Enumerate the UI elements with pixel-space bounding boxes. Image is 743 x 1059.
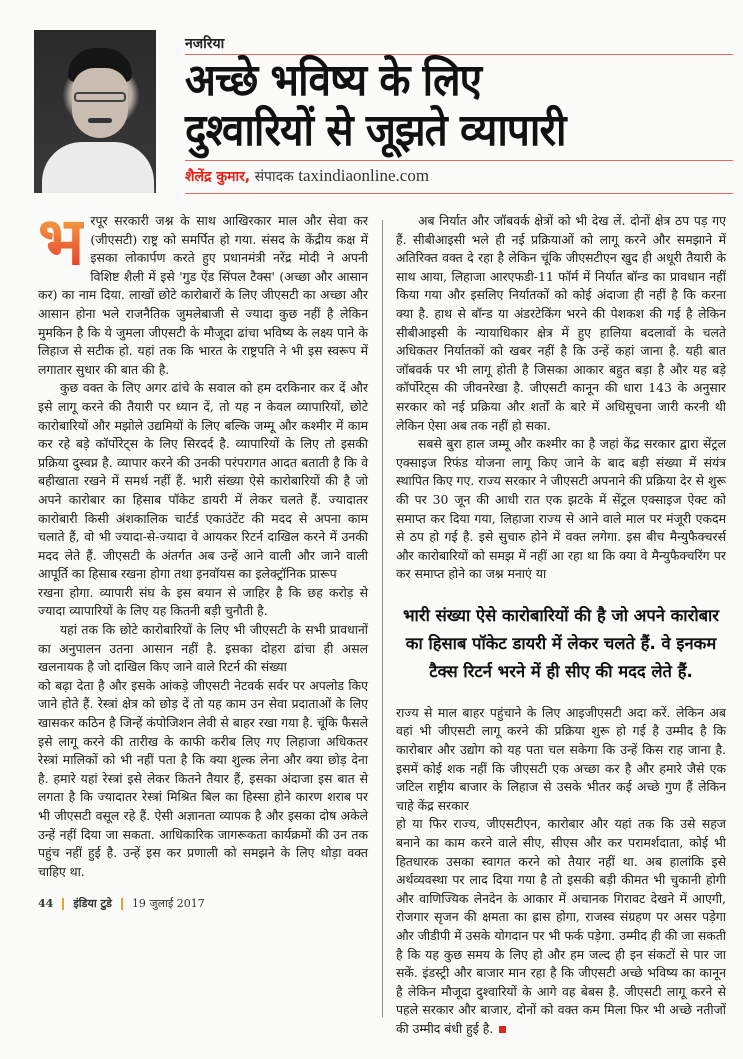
column-divider [382, 220, 383, 1017]
end-mark-icon [499, 1026, 506, 1033]
author-name: शैलेंद्र कुमार, [185, 169, 251, 185]
paragraph: हो या फिर राज्य, जीएसटीएन, कारोबार और यहां तक कि उसे सहज बनाने का काम करने वाले सीए, सीएस और कर परामर्शदाता, कोई भी हितधारक उसका स्वागत करने को तैयार नहीं था. अब हालांकि इसे अर्थव्यवस्था पर लाद दिया गया है तो इसकी बड़ी कीमत भी चुकानी होगी और वाणिज्यिक लेनदेन के आकार में अचानक गिरावट देखने में आएगी, रोजगार सृजन की क्षमता का ह्रास होगा, राजस्व संग्रहण पर असर पड़ेगा और जीडीपी में उसके योगदान पर भी फर्क पड़ेगा. उम्मीद ही की जा सकती है कि यह कुछ समय के लिए हो और हम जल्द ही इन संकटों से पार जा सकें. इंडस्ट्री और बाजार मान रहा है कि जीएसटी अच्छे भविष्य का कानून है लेकिन मौजूदा दुश्वारियों के आगे वह बेबस है. जीएसटी लागू करने से पहले सरकार और बाजार, दोनों को वक्त कम मिला फिर भी अच्छे नतीजों की उम्मीद बंधी हुई है. [396, 816, 726, 1036]
headline [185, 56, 566, 156]
paragraph: भ रपूर सरकारी जश्न के साथ आखिरकार माल और सेवा कर (जीएसटी) राष्ट्र को समर्पित हो गया. संसद के केंद्रीय कक्ष में इसका लोकार्पण करते हुए प्रधानमंत्री नरेंद्र मोदी ने अपनी विशिष्ट शैली में इसे 'गुड ऐंड सिंपल टैक्स' (अच्छा और आसान कर) का नाम दिया. लाखों छोटे कारोबारों के लिए जीएसटी का अच्छा और आसान होना भले राजनैतिक जुमलेबाजी से ज्यादा कुछ नहीं है लेकिन मुमकिन है कि ये जुमला जीएसटी के मौजूदा ढांचा भविष्य के लक्ष्य पाने के लिहाज से सटीक हो. यहां तक कि भारत के राष्ट्रपति ने भी इस स्वरूप में लगातार सुधार की बात की है. [38, 203, 368, 377]
byline [185, 166, 429, 186]
author-photo [34, 30, 156, 193]
right-column [396, 212, 726, 1039]
left-column [38, 203, 368, 914]
paragraph: अब निर्यात और जॉबवर्क क्षेत्रों को भी देख लें. दोनों क्षेत्र ठप पड़ गए हैं. सीबीआइसी भले ही नई प्रक्रियाओं को लागू करने और समझाने में अतिरिक्त वक्त दे रहा है लेकिन चूंकि जीएसटीएन खुद ही अधूरी तैयारी के साथ आया, लिहाजा आरएफडी-11 फॉर्म में निर्यात बॉन्ड का प्रावधान नहीं किया गया और इसलिए निर्यातकों को कोई अंदाजा ही नहीं है कि करना क्या है. हाथ से बॉन्ड या अंडरटेकिंग भरने की पेशकश की गई है लेकिन सीबीआइसी के न्यायाधिकार क्षेत्र में हुए हालिया बदलावों के चलते अधिकतर निर्यातकों को खबर नहीं है कि उन्हें कहां जाना है. यही बात जॉबवर्क पर भी लागू होती है जिसका आकार बहुत बड़ा है और यह बड़े कॉर्पोरेट्स की जीवनरेखा है. जीएसटी कानून की धारा 143 के अनुसार सरकार को नई प्रक्रिया और शर्तों के बारे में अधिसूचना जारी करनी थी लेकिन ऐसा अब तक नहीं हो सका. [396, 213, 726, 433]
headline-line-2: दुश्वारियों से जूझते व्यापारी [185, 105, 566, 156]
issue-date: 19 जुलाई 2017 [131, 897, 205, 911]
paragraph: सबसे बुरा हाल जम्मू और कश्मीर का है जहां केंद्र सरकार द्वारा सेंट्रल एक्साइज रिफंड योजना लागू किए जाने के बाद बड़ी संख्या में संयंत्र स्थापित किए गए. राज्य सरकार ने जीएसटी अपनाने की प्रक्रिया देर से शुरू की पर 30 जून की आधी रात एक झटके में सेंट्रल एक्साइज ऐक्ट को समाप्त कर दिया गया, लिहाजा राज्य से आने वाले माल पर मंजूरी एकदम से ठप हो गई है. इसे सुचारु होने में वक्त लगेगा. इस बीच मैन्युफैक्चरर्स और कारोबारियों को समझ में नहीं आ रहा था कि क्या वे मैन्युफैक्चरिंग पर कर समाप्त होने का जश्न मनाएं या [396, 436, 726, 582]
header-rule-middle [185, 160, 733, 161]
paragraph: राज्य से माल बाहर पहुंचाने के लिए आइजीएसटी अदा करें. लेकिन अब वहां भी जीएसटी लागू करने की प्रक्रिया शुरू हो गई है उम्मीद है कि कारोबार और उद्योग को यह पता चल सकेगा कि उन्हें किस राह जाना है. इसमें कोई शक नहीं कि जीएसटी एक अच्छा कर है और हमारे जैसे एक जटिल राष्ट्रीय बाजार के लिहाज से उसके भीतर कई अच्छे गुण हैं लेकिन चाहे केंद्र सरकार [396, 704, 726, 813]
magazine-name: इंडिया टुडे [73, 897, 112, 911]
headline-line-1: अच्छे भविष्य के लिए [185, 55, 482, 106]
paragraph: कुछ वक्त के लिए अगर ढांचे के सवाल को हम दरकिनार कर दें और इसे लागू करने की तैयारी पर ध्यान दें, तो यह न केवल व्यापारियों, छोटे कारोबारियों और मझोले उद्यमियों के लिए बल्कि जम्मू और कश्मीर में काम कर रहे बड़े कॉर्पोरेट्स के लिए सिरदर्द है. व्यापारियों के लिए तो इसकी प्रक्रिया दुस्वप्न है. व्यापार करने की उनकी परंपरागत आदत बताती है कि वे बहीखाता रखने में समर्थ नहीं हैं. भारी संख्या ऐसे कारोबारियों की है जो अपने कारोबार का हिसाब पॉकेट डायरी में लेकर चलते हैं. ज्यादातर कारोबारी किसी अंशकालिक चार्टर्ड एकाउंटेंट की मदद से अपना काम चलाते हैं, वो भी ज्यादा-से-ज्यादा वे आयकर रिटर्न दाखिल करने में उनकी मदद लेते हैं. जीएसटी के अंतर्गत अब उन्हें आने वाली और जाने वाली आपूर्ति का हिसाब रखना होगा तथा इनवॉयस का इलेक्ट्रॉनिक प्रारूप [38, 380, 368, 582]
dropcap: भ [38, 203, 85, 280]
section-label: नजरिया [185, 36, 225, 52]
paragraph: यहां तक कि छोटे कारोबारियों के लिए भी जीएसटी के सभी प्रावधानों का अनुपालन उतना आसान नहीं है. इसका दोहरा ढांचा ही असल खलनायक है जो दाखिल किए जाने वाले रिटर्न की संख्या [38, 622, 368, 675]
paragraph: रखना होगा. व्यापारी संघ के इस बयान से जाहिर है कि छह करोड़ से ज्यादा व्यापारियों के लिए यह कितनी बड़ी चुनौती है. [38, 584, 368, 619]
page-footer [38, 895, 368, 914]
pull-quote: भारी संख्या ऐसे कारोबारियों की है जो अपने कारोबार का हिसाब पॉकेट डायरी में लेकर चलते हैं. वे इनकम टैक्स रिटर्न भरने में ही सीए की मदद लेते हैं. [402, 605, 720, 681]
page-number: 44 [38, 897, 54, 911]
paragraph: को बढ़ा देता है और इसके आंकड़े जीएसटी नेटवर्क सर्वर पर अपलोड किए जाने होते हैं. रेस्त्रां क्षेत्र को छोड़ दें तो यह काम उन सेवा प्रदाताओं के लिए खासकर कठिन है जिन्हें कंपोजिशन लेवी से बाहर रखा गया है. चूंकि फैसले इसे लागू करने की तारीख के काफी करीब लिए गए लिहाजा अधिकतर रेस्त्रां मालिकों को भी नहीं पता है कि क्या शुल्क लेना और क्या छोड़ देना है. हमारे यहां रेस्त्रां इसे लेकर कितने तैयार हैं, इसका अंदाजा इस बात से लगता है कि ज्यादातर रेस्त्रां मिश्रित बिल का हिस्सा होने कारण शराब पर भी जीएसटी वसूल रहे हैं. ऐसी अज्ञानता व्यापक है और इसका दोष अकेले उन्हें नहीं दिया जा सकता. आधिकारिक जागरूकता कार्यक्रमों की उन तक पहुंच नहीं हुई है. उन्हें इस कर प्रणाली को समझने के लिए थोड़ा वक्त चाहिए था. [38, 677, 368, 879]
author-role: संपादक [250, 169, 299, 185]
footer-separator [121, 898, 123, 910]
footer-separator [62, 898, 64, 910]
header-rule-bottom [185, 193, 733, 194]
author-site: taxindiaonline.com [298, 166, 430, 185]
